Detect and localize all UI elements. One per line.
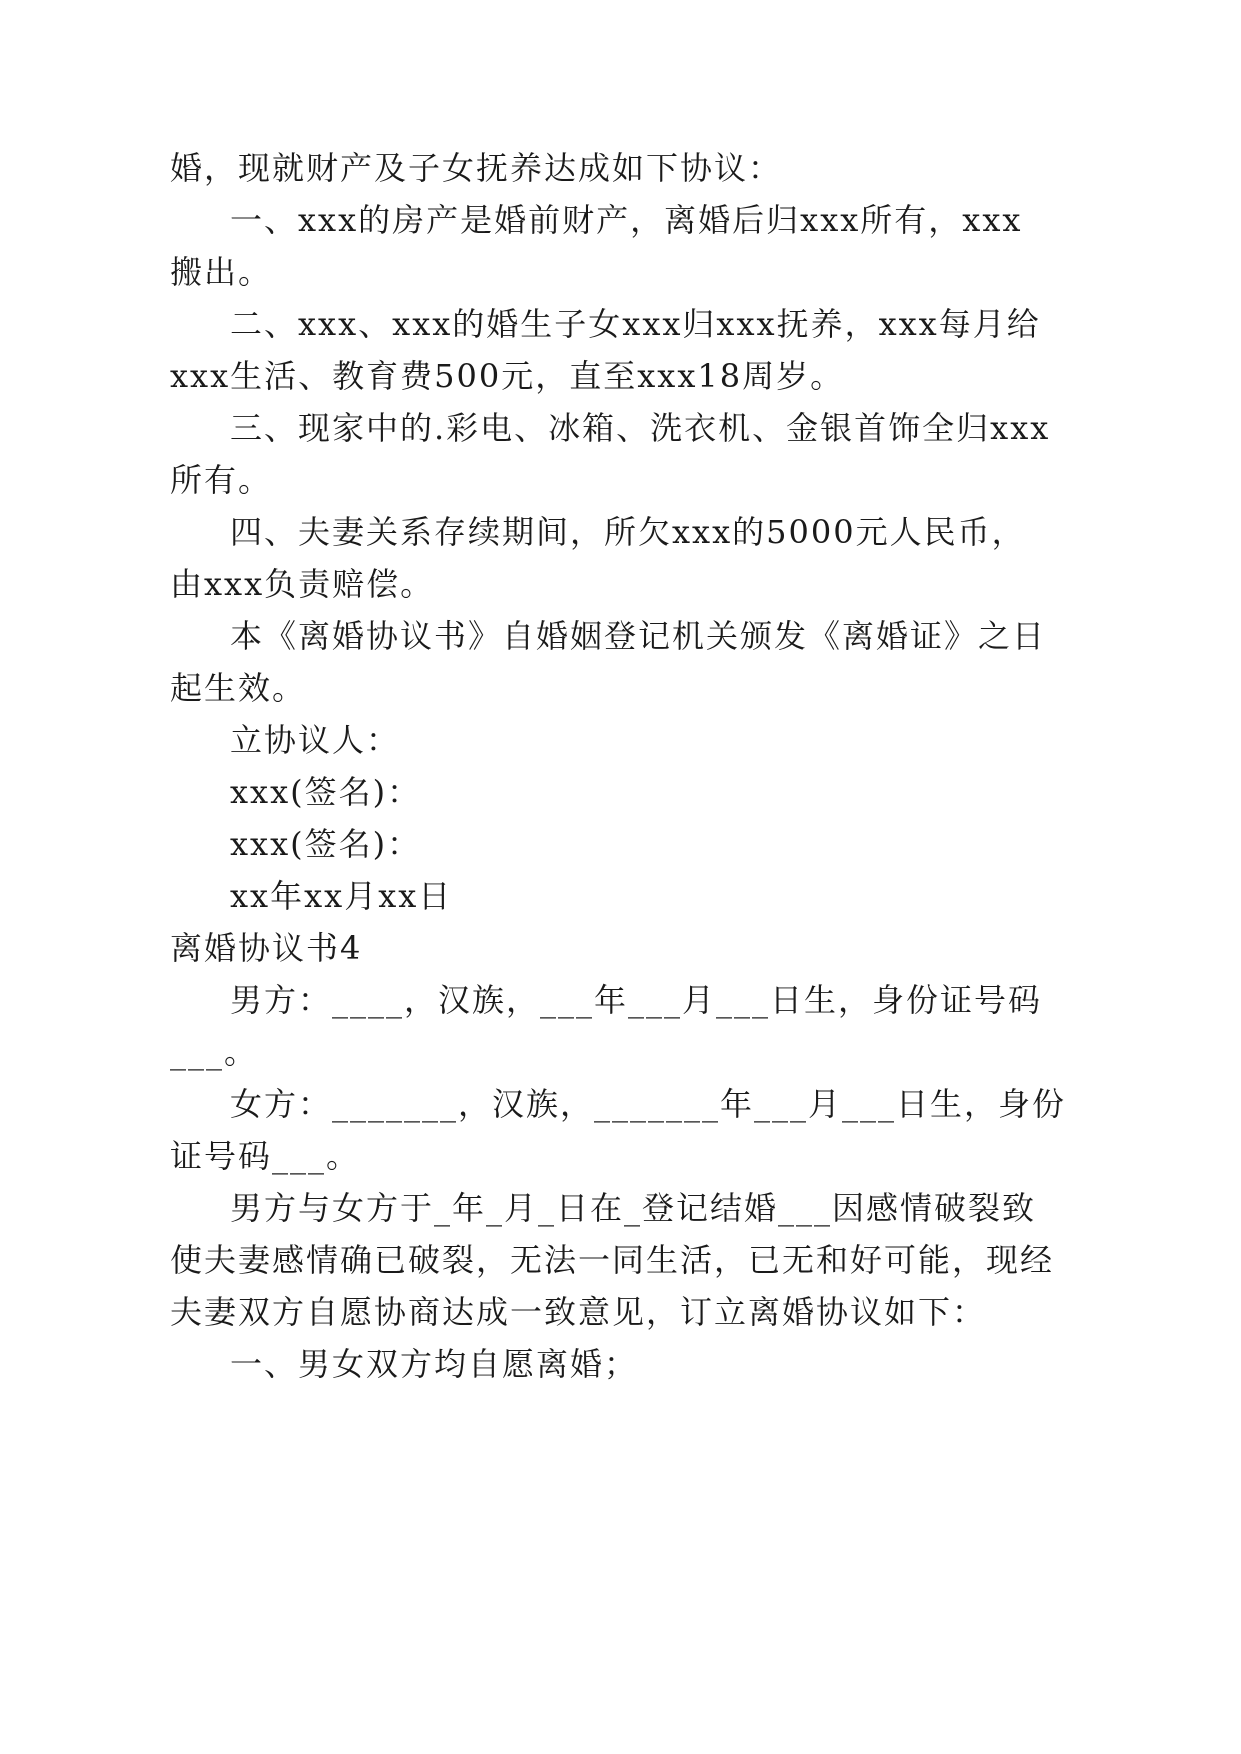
text-line: 使夫妻感情确已破裂，无法一同生活，已无和好可能，现经 — [170, 1241, 1055, 1279]
text-line: 二、xxx、xxx的婚生子女xxx归xxx抚养，xxx每月给 — [230, 305, 1041, 343]
text-line: 男方与女方于_年_月_日在_登记结婚___因感情破裂致 — [230, 1189, 1037, 1227]
text-line: 三、现家中的.彩电、冰箱、洗衣机、金银首饰全归xxx — [230, 409, 1051, 447]
text-line: 搬出。 — [170, 253, 273, 291]
text-line: 由xxx负责赔偿。 — [170, 565, 435, 603]
text-line: xxx生活、教育费500元，直至xxx18周岁。 — [170, 357, 845, 395]
text-line: 本《离婚协议书》自婚姻登记机关颁发《离婚证》之日 — [230, 617, 1047, 655]
text-line: 一、xxx的房产是婚前财产，离婚后归xxx所有，xxx — [230, 201, 1023, 239]
text-line: xx年xx月xx日 — [230, 877, 453, 915]
text-line: ___。 — [170, 1033, 259, 1071]
section-heading: 离婚协议书4 — [170, 929, 363, 967]
text-line: 立协议人： — [230, 721, 401, 759]
text-line: 女方：_______，汉族，_______年___月___日生，身份 — [230, 1085, 1067, 1123]
text-line: 证号码___。 — [170, 1137, 361, 1175]
text-line: 一、男女双方均自愿离婚； — [230, 1345, 639, 1383]
text-line: 夫妻双方自愿协商达成一致意见，订立离婚协议如下： — [170, 1293, 987, 1331]
text-line: xxx(签名)： — [230, 773, 422, 811]
text-line: 所有。 — [170, 461, 273, 499]
text-line: 男方：____，汉族，___年___月___日生，身份证号码 — [230, 981, 1043, 1019]
text-line: 婚，现就财产及子女抚养达成如下协议： — [170, 149, 783, 187]
text-line: xxx(签名)： — [230, 825, 422, 863]
text-line: 起生效。 — [170, 669, 307, 707]
text-line: 四、夫妻关系存续期间，所欠xxx的5000元人民币， — [230, 513, 1026, 551]
